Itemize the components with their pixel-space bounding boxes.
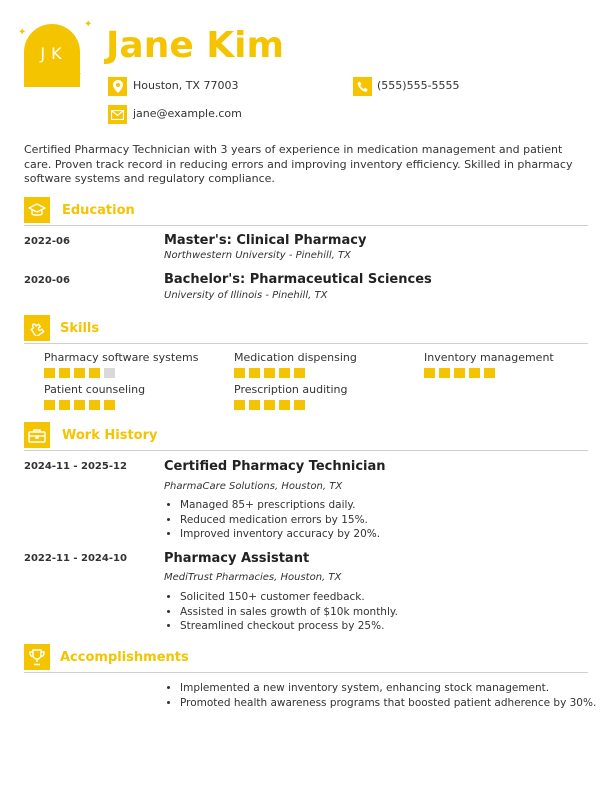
sparkle-icon: ✦ <box>74 69 83 80</box>
section-divider <box>24 343 588 344</box>
briefcase-icon <box>24 422 50 448</box>
professional-summary: Certified Pharmacy Technician with 3 years of experience in medication management and patient care. Proven track record in reducing errors and improving inventory efficiency. Skilled in pharmacy software systems and regulatory compliance. <box>24 143 573 185</box>
skill-item <box>44 351 198 378</box>
location-text: Houston, TX 77003 <box>133 79 239 92</box>
rating-square <box>294 368 305 378</box>
skill-item <box>44 383 145 410</box>
accomplishments-heading: Accomplishments <box>60 650 189 665</box>
work-history-heading: Work History <box>62 428 158 443</box>
rating-square <box>279 368 290 378</box>
rating-square <box>294 400 305 410</box>
rating-square <box>89 368 100 378</box>
rating-square <box>264 368 275 378</box>
rating-square <box>89 400 100 410</box>
skill-rating <box>234 400 347 410</box>
trophy-icon <box>24 644 50 670</box>
job-bullet: • Improved inventory accuracy by 20%. <box>180 527 380 542</box>
skill-name: Pharmacy software systems <box>44 351 199 364</box>
monogram-initials: JK <box>40 44 68 63</box>
skill-item <box>424 351 554 378</box>
job-bullets <box>164 590 398 634</box>
accomplishment-bullets <box>164 681 600 710</box>
education-date: 2022-06 <box>24 236 70 247</box>
section-divider <box>24 225 588 226</box>
skill-item <box>234 351 357 378</box>
job-bullet: • Solicited 150+ customer feedback. <box>180 590 398 605</box>
skill-rating <box>44 400 145 410</box>
rating-square <box>249 400 260 410</box>
education-heading: Education <box>62 203 135 218</box>
puzzle-icon <box>24 315 50 341</box>
job-title: Pharmacy Assistant <box>164 551 310 566</box>
rating-square <box>469 368 480 378</box>
education-school: University of Illinois - Pinehill, TX <box>164 290 328 301</box>
accomplishment-bullet: • Implemented a new inventory system, enhancing stock management. <box>180 681 600 696</box>
rating-square <box>484 368 495 378</box>
job-company: PharmaCare Solutions, Houston, TX <box>164 481 343 492</box>
rating-square <box>424 368 435 378</box>
phone-icon <box>353 77 372 96</box>
rating-square <box>279 400 290 410</box>
job-bullets <box>164 498 380 542</box>
rating-square <box>74 368 85 378</box>
skill-rating <box>44 368 198 378</box>
rating-square <box>44 400 55 410</box>
rating-square <box>249 368 260 378</box>
rating-square <box>104 400 115 410</box>
graduation-cap-icon <box>24 197 50 223</box>
skills-heading: Skills <box>60 321 100 336</box>
section-divider <box>24 672 588 673</box>
job-dates: 2022-11 - 2024-10 <box>24 553 127 564</box>
skill-name: Prescription auditing <box>234 383 348 396</box>
sparkle-icon: ✦ <box>18 27 27 38</box>
location-pin-icon <box>108 77 127 96</box>
education-degree: Bachelor's: Pharmaceutical Sciences <box>164 272 432 287</box>
rating-square <box>264 400 275 410</box>
sparkle-icon: ✦ <box>84 19 93 30</box>
monogram-badge <box>18 19 93 87</box>
phone-text: (555)555-5555 <box>377 79 460 92</box>
job-bullet: • Assisted in sales growth of $10k monthly. <box>180 605 398 620</box>
rating-square <box>439 368 450 378</box>
job-title: Certified Pharmacy Technician <box>164 459 386 474</box>
candidate-name: Jane Kim <box>106 25 285 66</box>
rating-square <box>234 368 245 378</box>
education-school: Northwestern University - Pinehill, TX <box>164 250 351 261</box>
section-divider <box>24 450 588 451</box>
rating-square <box>44 368 55 378</box>
rating-square-empty <box>104 368 115 378</box>
rating-square <box>59 400 70 410</box>
rating-square <box>234 400 245 410</box>
rating-square <box>74 400 85 410</box>
skill-rating <box>424 368 554 378</box>
rating-square <box>454 368 465 378</box>
education-degree: Master's: Clinical Pharmacy <box>164 233 367 248</box>
job-bullet: • Reduced medication errors by 15%. <box>180 513 380 528</box>
job-dates: 2024-11 - 2025-12 <box>24 461 127 472</box>
accomplishment-bullet: • Promoted health awareness programs that boosted patient adherence by 30%. <box>180 696 600 711</box>
skill-name: Medication dispensing <box>234 351 357 364</box>
education-date: 2020-06 <box>24 275 70 286</box>
email-icon <box>108 105 127 124</box>
skill-item <box>234 383 347 410</box>
job-bullet: • Managed 85+ prescriptions daily. <box>180 498 380 513</box>
job-bullet: • Streamlined checkout process by 25%. <box>180 619 398 634</box>
job-company: MediTrust Pharmacies, Houston, TX <box>164 572 342 583</box>
email-text: jane@example.com <box>133 107 242 120</box>
skill-name: Patient counseling <box>44 383 146 396</box>
skill-name: Inventory management <box>424 351 554 364</box>
skill-rating <box>234 368 357 378</box>
rating-square <box>59 368 70 378</box>
